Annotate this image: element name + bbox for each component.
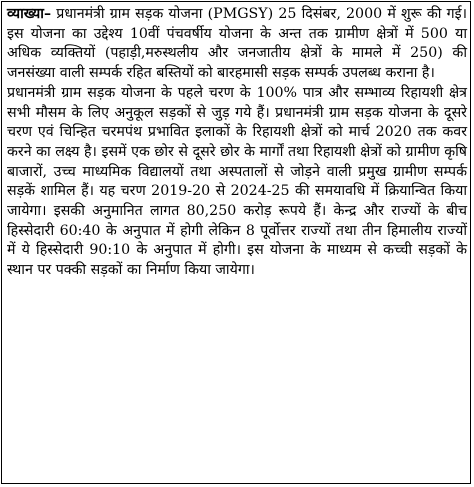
paragraph-2: प्रधानमंत्री ग्राम सड़क योजना के पहले चरण के 100% पात्र और सम्भाव्य रिहायशी क्षेत्र सभी मौसम के लिए अनुकूल सड़कों से जुड़ गये हैं। प्रधानमंत्री ग्राम सड़क योजना के दूसरे चरण एवं चिन्हित चरमपंथ प्रभावित इलाकों के रिहायशी क्षेत्रों को मार्च 2020 तक कवर करने का लक्ष्य है। इसमें एक छोर से दूसरे छोर के मार्गों तथा रिहायशी क्षेत्रों को ग्रामीण कृषि बाजारों, उच्च माध्यमिक विद्यालयों तथा अस्पतालों से जोड़ने वाली प्रमुख ग्रामीण सम्पर्क सड़कें शामिल हैं। यह चरण 2019-20 से 2024-25 की समयावधि में क्रियान्वित किया जायेगा। इसकी अनुमानित लागत 80,250 करोड़ रूपये हैं। केन्द्र और राज्यों के बीच हिस्सेदारी 60:40 के अनुपात में होगी लेकिन 8 पूर्वोत्तर राज्यों तथा तीन हिमालीय राज्यों में ये हिस्सेदारी 90:10 के अनुपात में होगी। इस योजना के माध्यम से कच्ची सड़कों के स्थान पर पक्की सड़कों का निर्माण किया जायेगा। <box>7 84 467 279</box>
explanation-text <box>7 5 467 281</box>
explanation-label: व्याख्या– <box>7 6 52 22</box>
document-frame <box>1 1 471 484</box>
paragraph-1-text: प्रधानमंत्री ग्राम सड़क योजना (PMGSY) 25 दिसंबर, 2000 में शुरू की गई। इस योजना का उद्देश्य 10वीं पंचवर्षीय योजना के अन्त तक ग्रामीण क्षेत्रों में 500 या अधिक व्यक्तियों (पहाड़ी,मरुस्थलीय और जनजातीय क्षेत्रों के मामले में 250) की जनसंख्या वाली सम्पर्क रहित बस्तियों को बारहमासी सड़क सम्पर्क उपलब्ध कराना है। <box>7 6 467 82</box>
paragraph-1 <box>7 5 467 84</box>
